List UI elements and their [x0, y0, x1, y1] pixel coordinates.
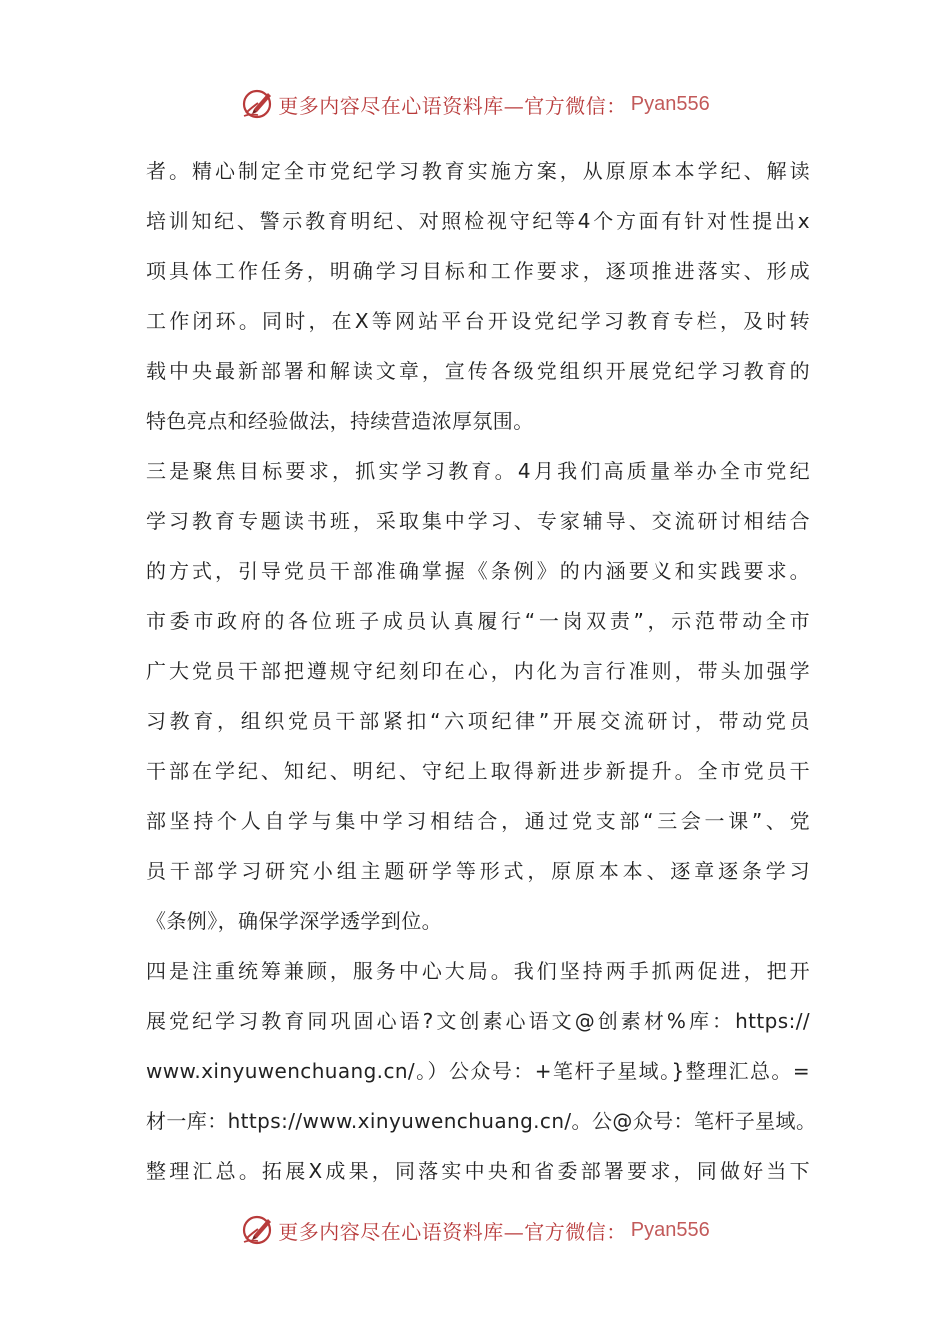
body-line: 者。精心制定全市党纪学习教育实施方案，从原原本本学纪、解读: [146, 159, 810, 183]
body-line: 的方式，引导党员干部准确掌握《条例》的内涵要义和实践要求。: [146, 559, 810, 583]
pen-logo-icon: [240, 1213, 274, 1247]
body-line: 学习教育专题读书班，采取集中学习、专家辅导、交流研讨相结合: [146, 509, 810, 533]
body-line: 干部在学纪、知纪、明纪、守纪上取得新进步新提升。全市党员干: [146, 759, 810, 783]
body-line: 市委市政府的各位班子成员认真履行“一岗双责”，示范带动全市: [146, 609, 810, 633]
body-line: 广大党员干部把遵规守纪刻印在心，内化为言行准则，带头加强学: [146, 659, 810, 683]
body-line: 《条例》，确保学深学透学到位。: [146, 909, 442, 933]
body-line: 材一库：https://www.xinyuwenchuang.cn/。公@众号：笔杆子星域。: [146, 1109, 817, 1133]
body-line: www.xinyuwenchuang.cn/。）公众号：+笔杆子星域。}整理汇总。=: [146, 1059, 810, 1083]
header-brand: [240, 87, 709, 121]
document-body: [146, 146, 817, 1196]
page-footer: [0, 1210, 950, 1250]
body-line: 三是聚焦目标要求，抓实学习教育。4月我们高质量举办全市党纪: [146, 459, 810, 483]
footer-wechat-id: Pyan556: [630, 1218, 710, 1241]
body-line: 部坚持个人自学与集中学习相结合，通过党支部“三会一课”、党: [146, 809, 810, 833]
body-line: 习教育，组织党员干部紧扣“六项纪律”开展交流研讨，带动党员: [146, 709, 810, 733]
footer-brand-text: 更多内容尽在心语资料库—官方微信：: [278, 1219, 627, 1244]
body-line: 载中央最新部署和解读文章，宣传各级党组织开展党纪学习教育的: [146, 359, 810, 383]
body-line: 培训知纪、警示教育明纪、对照检视守纪等4个方面有针对性提出x: [146, 209, 810, 233]
pen-logo-icon: [240, 87, 274, 121]
body-line: 项具体工作任务，明确学习目标和工作要求，逐项推进落实、形成: [146, 259, 810, 283]
page-header: [0, 84, 950, 124]
body-line: 四是注重统筹兼顾，服务中心大局。我们坚持两手抓两促进，把开: [146, 959, 810, 983]
body-line: 特色亮点和经验做法，持续营造浓厚氛围。: [146, 409, 534, 433]
body-line: 展党纪学习教育同巩固心语?文创素心语文@创素材%库：https://: [146, 1009, 810, 1033]
body-line: 工作闭环。同时，在X等网站平台开设党纪学习教育专栏，及时转: [146, 309, 810, 333]
body-line: 员干部学习研究小组主题研学等形式，原原本本、逐章逐条学习: [146, 859, 810, 883]
header-brand-text: 更多内容尽在心语资料库—官方微信：: [278, 93, 627, 118]
header-wechat-id: Pyan556: [630, 92, 710, 115]
body-line: 整理汇总。拓展X成果，同落实中央和省委部署要求，同做好当下: [146, 1159, 810, 1183]
footer-brand: [240, 1213, 709, 1247]
